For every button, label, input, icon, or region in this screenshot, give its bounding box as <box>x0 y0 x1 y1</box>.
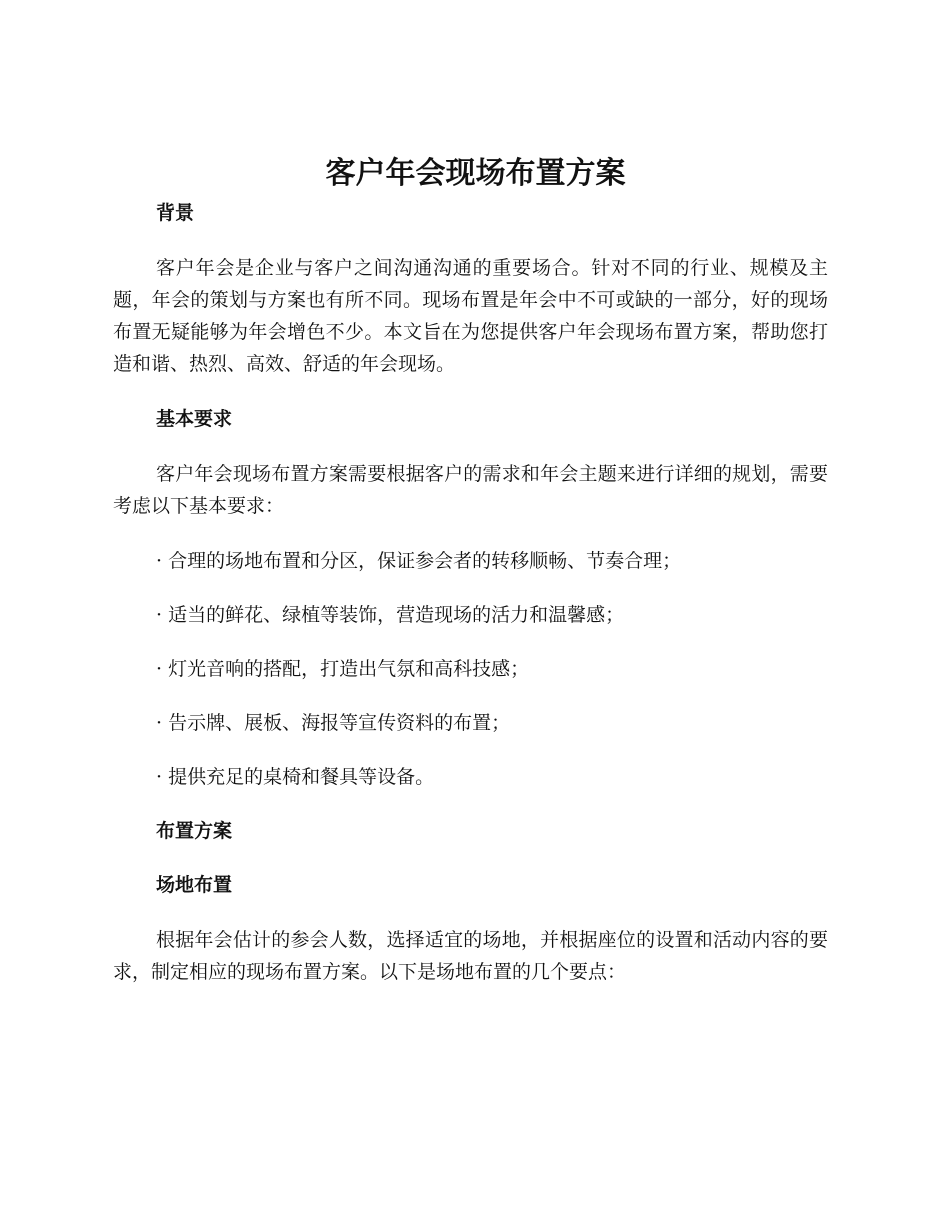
requirements-paragraph: 客户年会现场布置方案需要根据客户的需求和年会主题来进行详细的规划，需要考虑以下基本要求： <box>113 463 828 517</box>
spacer <box>113 792 828 816</box>
spacer <box>113 522 828 546</box>
section-heading-basic-requirements: 基本要求 <box>156 408 233 430</box>
venue-paragraph: 根据年会估计的参会人数，选择适宜的场地，并根据座位的设置和活动内容的要求，制定相应的现场布置方案。以下是场地布置的几个要点： <box>113 929 828 983</box>
section-heading-background: 背景 <box>156 202 195 224</box>
spacer <box>113 738 828 762</box>
spacer <box>113 900 828 924</box>
section-heading-layout-plan: 布置方案 <box>156 820 233 842</box>
requirement-bullet-5: · 提供充足的桌椅和餐具等设备。 <box>156 766 435 788</box>
requirement-bullet-1: · 合理的场地布置和分区，保证参会者的转移顺畅、节奏合理； <box>156 550 682 572</box>
background-paragraph: 客户年会是企业与客户之间沟通沟通的重要场合。针对不同的行业、规模及主题，年会的策划与方案也有所不同。现场布置是年会中不可或缺的一部分，好的现场布置无疑能够为年会增色不少。本文旨在为您提供客户年会现场布置方案，帮助您打造和谐、热烈、高效、舒适的年会现场。 <box>113 257 828 375</box>
requirement-bullet-4: · 告示牌、展板、海报等宣传资料的布置； <box>156 712 511 734</box>
spacer <box>113 846 828 870</box>
spacer <box>113 434 828 458</box>
document-title: 客户年会现场布置方案 <box>325 156 626 191</box>
spacer <box>113 630 828 654</box>
spacer <box>113 684 828 708</box>
requirement-bullet-3: · 灯光音响的搭配，打造出气氛和高科技感； <box>156 658 530 680</box>
section-heading-venue-layout: 场地布置 <box>156 874 233 896</box>
spacer <box>113 380 828 404</box>
requirement-bullet-2: · 适当的鲜花、绿植等装饰，营造现场的活力和温馨感； <box>156 604 625 626</box>
spacer <box>113 576 828 600</box>
spacer <box>113 228 828 252</box>
